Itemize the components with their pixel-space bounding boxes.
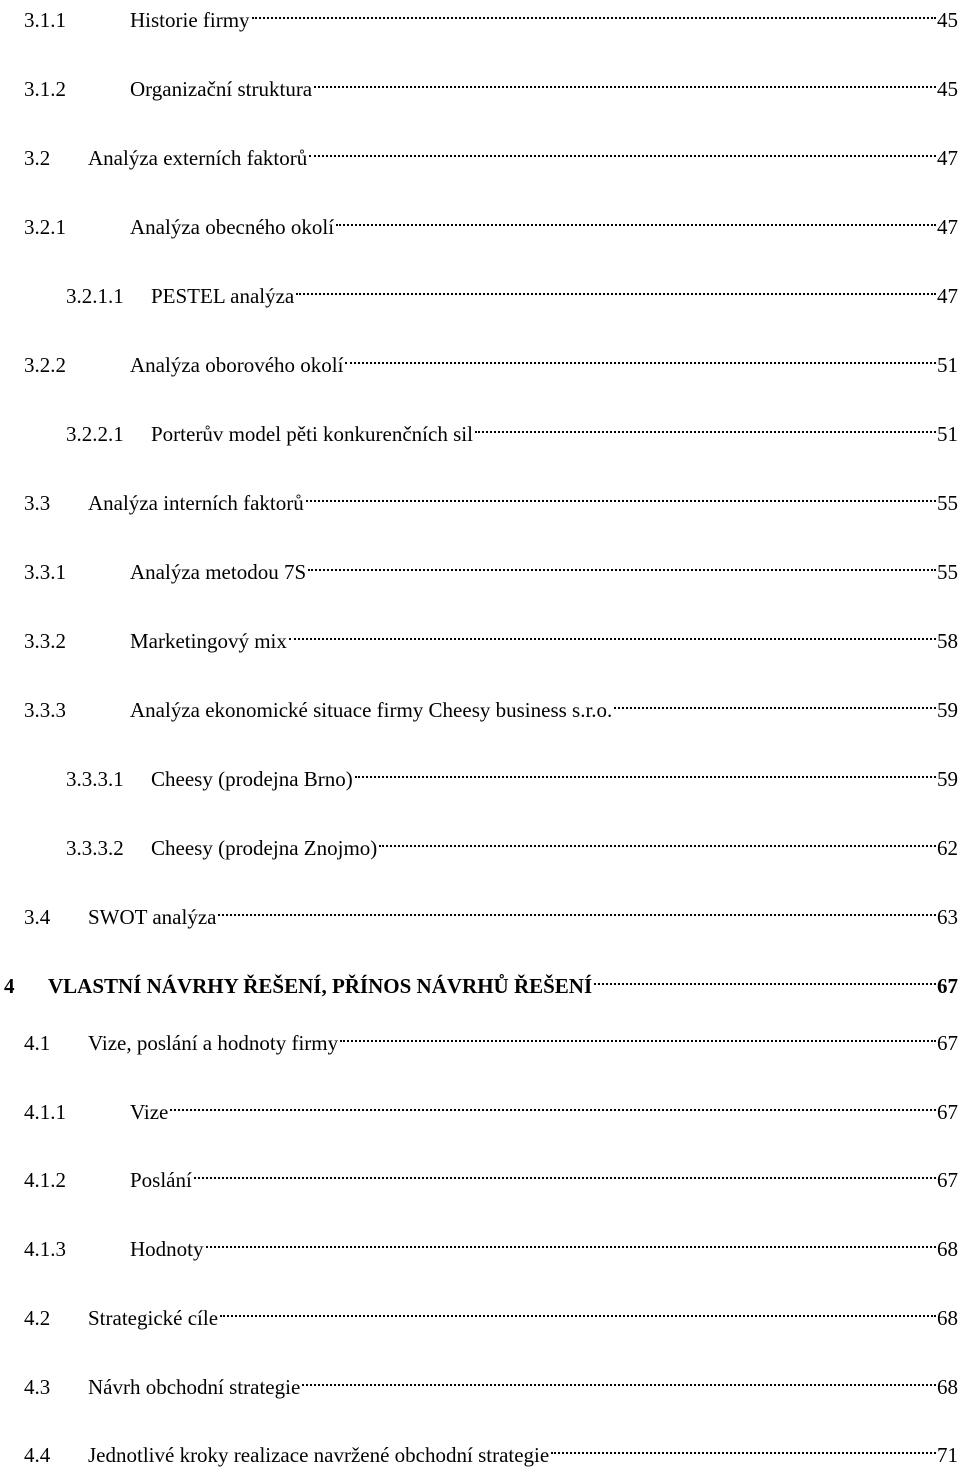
toc-entry-title: Jednotlivé kroky realizace navržené obchodní strategie [88, 1443, 550, 1467]
toc-entry-title: Analýza ekonomické situace firmy Cheesy business s.r.o. [130, 698, 613, 722]
toc-entry-page: 45 [937, 8, 958, 32]
toc-entry-number: 3.3.3.2 [66, 836, 124, 860]
toc-entry-number: 3.2.2.1 [66, 422, 124, 446]
dot-leader [302, 1364, 936, 1394]
toc-entry-number: 4.1.2 [24, 1168, 66, 1192]
toc-entry[interactable] [0, 618, 958, 653]
toc-entry[interactable] [0, 411, 958, 446]
toc-entry[interactable] [0, 1432, 958, 1467]
toc-entry-title: Analýza metodou 7S [130, 560, 307, 584]
toc-entry-page: 51 [937, 353, 958, 377]
dot-leader [206, 1226, 937, 1256]
dot-leader [355, 756, 936, 786]
dot-leader [345, 342, 936, 372]
toc-entry-number: 3.3.3 [24, 698, 66, 722]
toc-entry-number: 4.2 [24, 1306, 51, 1330]
toc-entry-title: Vize, poslání a hodnoty firmy [88, 1031, 339, 1055]
toc-entry-title: Marketingový mix [130, 629, 287, 653]
toc-entry-number: 3.2 [24, 146, 51, 170]
dot-leader [475, 411, 936, 441]
toc-entry-title: Strategické cíle [88, 1306, 219, 1330]
toc-entry-page: 67 [937, 1100, 958, 1124]
toc-entry[interactable] [0, 825, 958, 860]
toc-entry-page: 47 [937, 284, 958, 308]
toc-entry-title: Analýza oborového okolí [130, 353, 344, 377]
toc-entry-title: Analýza obecného okolí [130, 215, 335, 239]
toc-entry-number: 3.1.1 [24, 8, 66, 32]
dot-leader [614, 687, 936, 717]
toc-entry-page: 71 [937, 1443, 958, 1467]
toc-entry[interactable] [0, 0, 958, 32]
dot-leader [194, 1157, 936, 1187]
toc-entry-title: SWOT analýza [88, 905, 217, 929]
toc-entry-number: 4.1.3 [24, 1237, 66, 1261]
toc-entry-page: 59 [937, 767, 958, 791]
toc-entry-page: 63 [937, 905, 958, 929]
toc-entry[interactable] [0, 1226, 958, 1261]
toc-entry-number: 3.3.1 [24, 560, 66, 584]
toc-entry-title: VLASTNÍ NÁVRHY ŘEŠENÍ, PŘÍNOS NÁVRHŮ ŘEŠENÍ [48, 974, 593, 998]
dot-leader [594, 963, 936, 993]
toc-entry-title: Vize [130, 1100, 169, 1124]
toc-chapter-entry[interactable] [0, 963, 958, 998]
toc-entry[interactable] [0, 273, 958, 308]
toc-entry-page: 51 [937, 422, 958, 446]
toc-entry-page: 59 [937, 698, 958, 722]
toc-entry-title: PESTEL analýza [151, 284, 295, 308]
toc-entry-title: Historie firmy [130, 8, 250, 32]
dot-leader [306, 480, 936, 510]
toc-entry-title: Cheesy (prodejna Brno) [151, 767, 353, 791]
toc-entry-page: 68 [937, 1375, 958, 1399]
toc-entry-page: 58 [937, 629, 958, 653]
toc-entry-page: 62 [937, 836, 958, 860]
toc-entry-number: 3.3.3.1 [66, 767, 124, 791]
dot-leader [551, 1432, 936, 1462]
toc-entry-page: 55 [937, 491, 958, 515]
toc-entry-number: 3.3 [24, 491, 51, 515]
toc-entry[interactable] [0, 204, 958, 239]
toc-entry-title: Organizační struktura [130, 77, 313, 101]
toc-entry[interactable] [0, 1089, 958, 1124]
dot-leader [336, 204, 936, 234]
dot-leader [218, 894, 936, 924]
toc-entry-title: Analýza externích faktorů [88, 146, 308, 170]
dot-leader [314, 66, 936, 96]
toc-entry[interactable] [0, 1364, 958, 1399]
toc-entry[interactable] [0, 135, 958, 170]
toc-entry[interactable] [0, 66, 958, 101]
toc-entry[interactable] [0, 480, 958, 515]
toc-entry-page: 55 [937, 560, 958, 584]
toc-entry-page: 68 [937, 1306, 958, 1330]
dot-leader [220, 1295, 936, 1325]
dot-leader [309, 135, 936, 165]
dot-leader [289, 618, 936, 648]
dot-leader [296, 273, 936, 303]
toc-entry-number: 4.1.1 [24, 1100, 66, 1124]
dot-leader [379, 825, 936, 855]
toc-entry-number: 4.1 [24, 1031, 51, 1055]
toc-entry-number: 3.1.2 [24, 77, 66, 101]
toc-entry-title: Návrh obchodní strategie [88, 1375, 301, 1399]
toc-entry[interactable] [0, 342, 958, 377]
toc-entry-page: 67 [937, 1031, 958, 1055]
toc-entry-number: 3.2.1 [24, 215, 66, 239]
toc-entry-title: Poslání [130, 1168, 192, 1192]
toc-entry-page: 47 [937, 146, 958, 170]
toc-entry-page: 67 [937, 1168, 958, 1192]
toc-entry-number: 3.4 [24, 905, 51, 929]
toc-entry[interactable] [0, 1157, 958, 1192]
toc-entry-number: 3.2.2 [24, 353, 66, 377]
toc-entry[interactable] [0, 756, 958, 791]
dot-leader [170, 1089, 936, 1119]
toc-entry[interactable] [0, 894, 958, 929]
toc-entry-number: 4.3 [24, 1375, 51, 1399]
toc-entry-number: 3.2.1.1 [66, 284, 124, 308]
toc-entry-page: 45 [937, 77, 958, 101]
toc-entry-page: 67 [937, 974, 958, 998]
toc-entry-title: Porterův model pěti konkurenčních sil [151, 422, 473, 446]
toc-entry-title: Hodnoty [130, 1237, 204, 1261]
toc-entry[interactable] [0, 549, 958, 584]
toc-entry-page: 47 [937, 215, 958, 239]
toc-entry-number: 4.4 [24, 1443, 51, 1467]
dot-leader [340, 1020, 936, 1050]
dot-leader [308, 549, 936, 579]
toc-entry-title: Analýza interních faktorů [88, 491, 304, 515]
toc-entry-page: 68 [937, 1237, 958, 1261]
toc-entry[interactable] [0, 687, 958, 722]
dot-leader [252, 0, 936, 27]
toc-entry[interactable] [0, 1020, 958, 1055]
toc-entry-title: Cheesy (prodejna Znojmo) [151, 836, 378, 860]
toc-entry-number: 3.3.2 [24, 629, 66, 653]
toc-entry[interactable] [0, 1295, 958, 1330]
toc-entry-number: 4 [4, 974, 15, 998]
